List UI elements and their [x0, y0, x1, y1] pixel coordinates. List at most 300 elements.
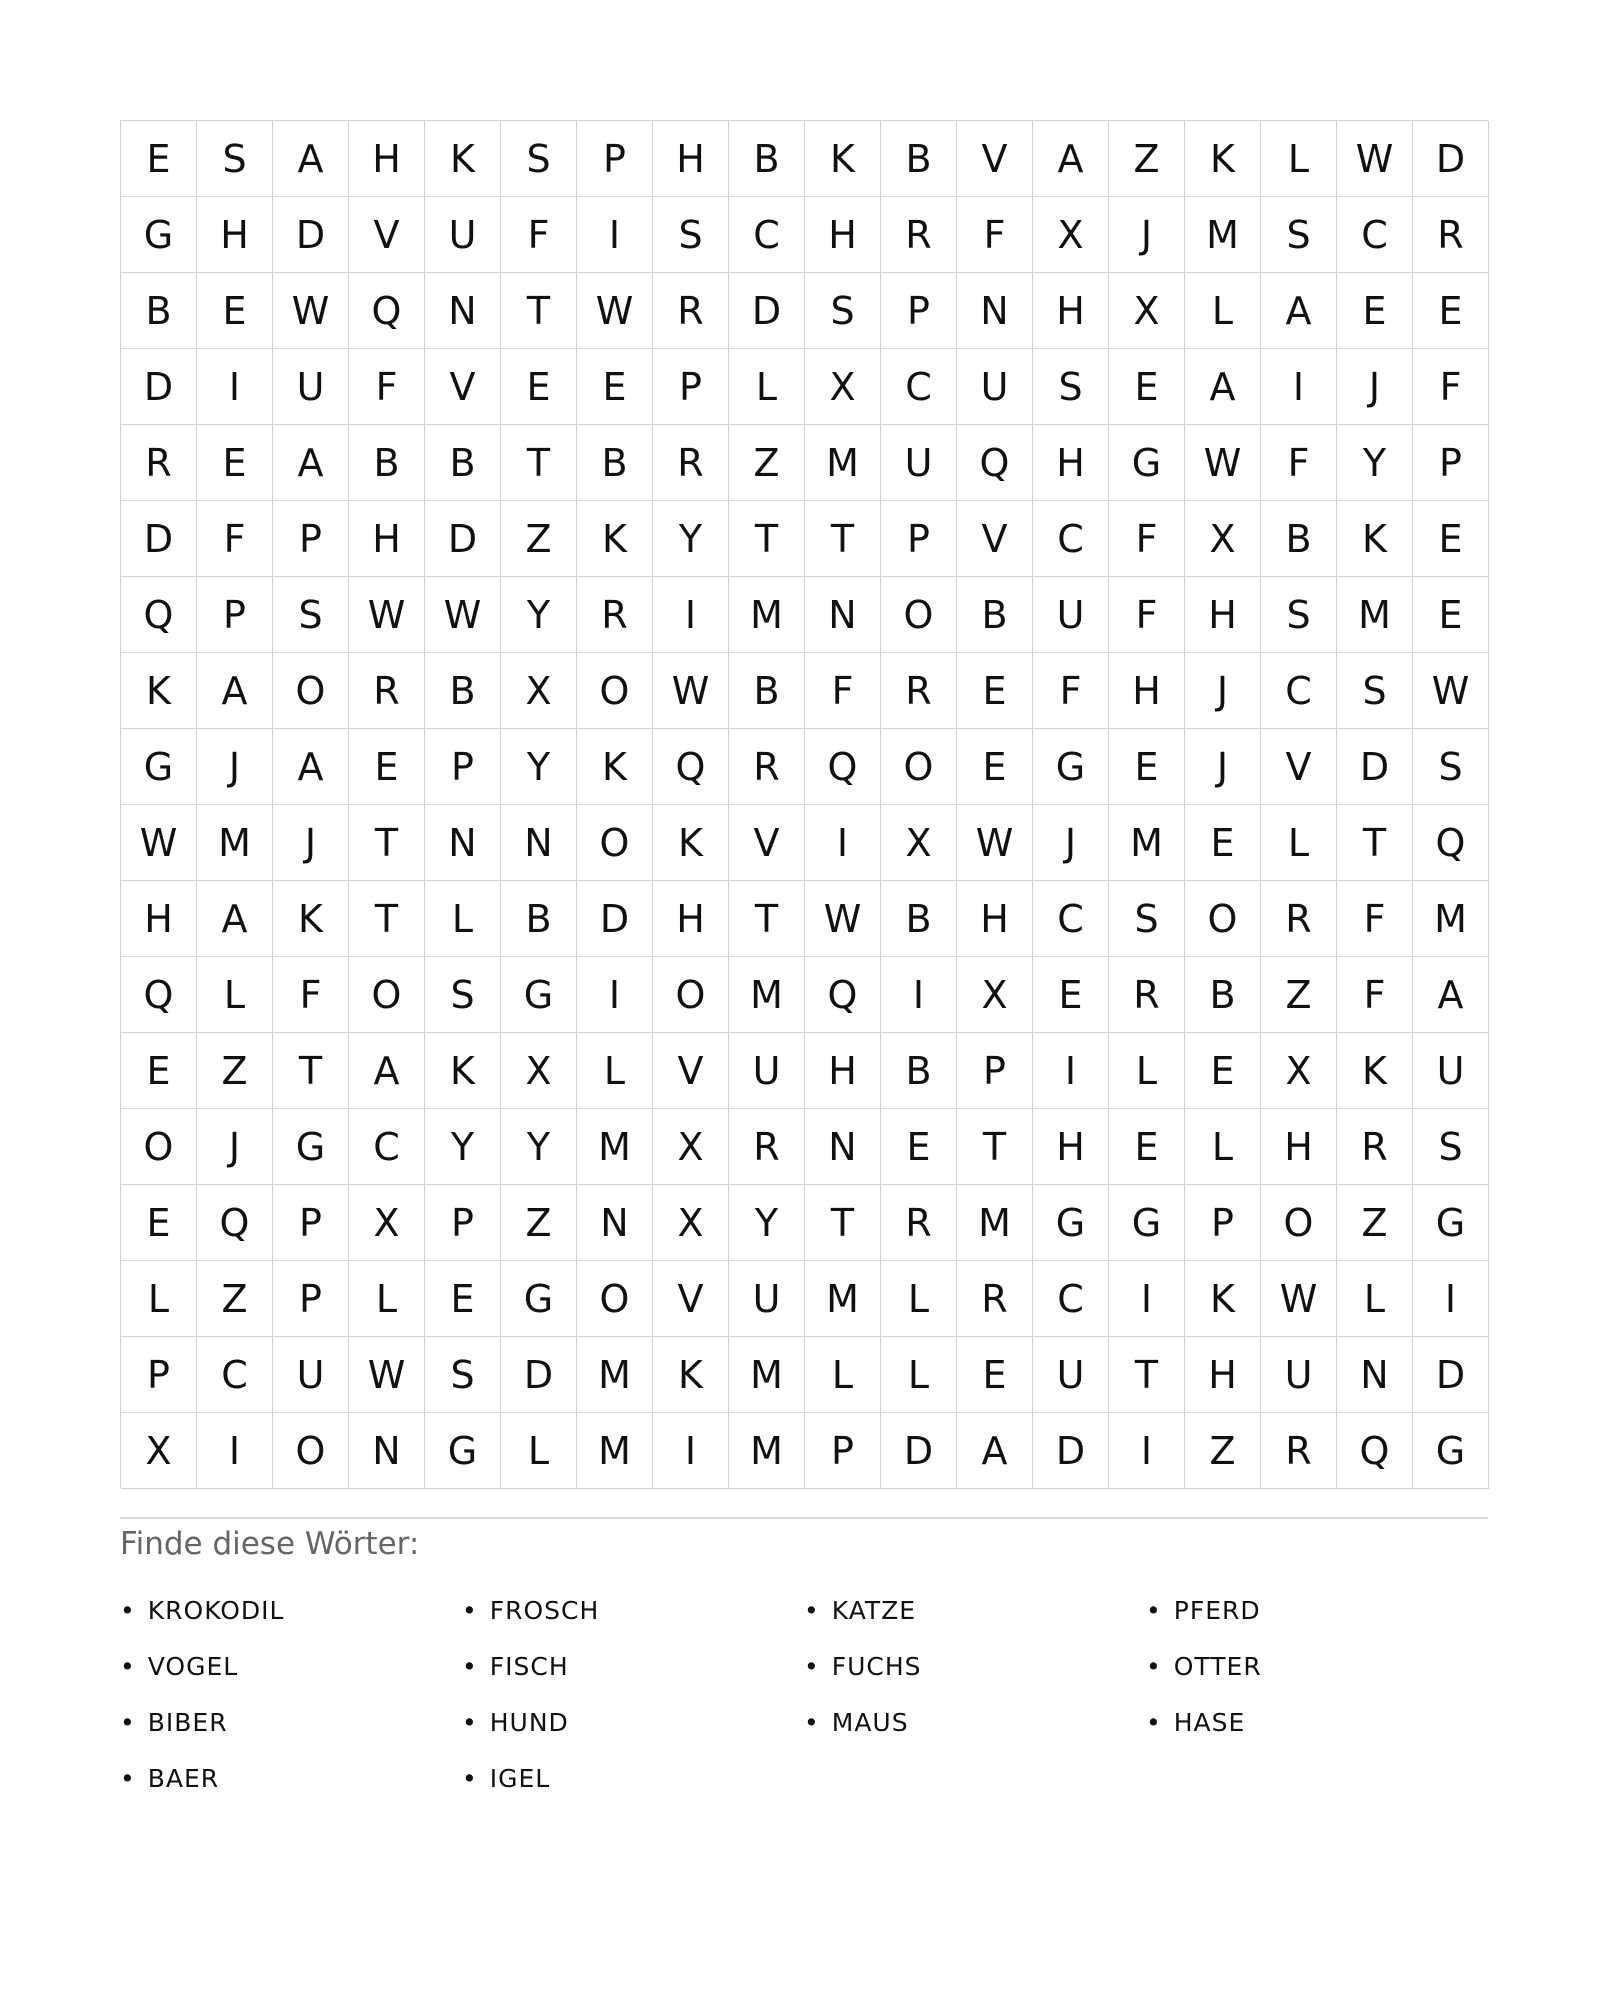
grid-cell[interactable]: W [1337, 121, 1413, 197]
grid-cell[interactable]: E [121, 1185, 197, 1261]
grid-cell[interactable]: A [349, 1033, 425, 1109]
grid-cell[interactable]: Z [1109, 121, 1185, 197]
grid-cell[interactable]: W [957, 805, 1033, 881]
grid-cell[interactable]: V [653, 1033, 729, 1109]
grid-cell[interactable]: R [729, 1109, 805, 1185]
grid-cell[interactable]: E [1109, 349, 1185, 425]
grid-cell[interactable]: O [121, 1109, 197, 1185]
grid-cell[interactable]: U [273, 349, 349, 425]
grid-cell[interactable]: Q [197, 1185, 273, 1261]
grid-cell[interactable]: M [1109, 805, 1185, 881]
grid-cell[interactable]: G [121, 197, 197, 273]
grid-cell[interactable]: F [273, 957, 349, 1033]
grid-cell[interactable]: B [121, 273, 197, 349]
grid-cell[interactable]: A [1033, 121, 1109, 197]
grid-cell[interactable]: X [501, 653, 577, 729]
grid-cell[interactable]: P [197, 577, 273, 653]
grid-cell[interactable]: Z [1185, 1413, 1261, 1489]
grid-cell[interactable]: G [1413, 1413, 1489, 1489]
grid-cell[interactable]: Q [653, 729, 729, 805]
grid-cell[interactable]: P [957, 1033, 1033, 1109]
grid-cell[interactable]: L [1337, 1261, 1413, 1337]
grid-cell[interactable]: T [273, 1033, 349, 1109]
grid-cell[interactable]: L [729, 349, 805, 425]
grid-cell[interactable]: C [729, 197, 805, 273]
grid-cell[interactable]: B [425, 425, 501, 501]
grid-cell[interactable]: H [653, 121, 729, 197]
grid-cell[interactable]: H [1185, 577, 1261, 653]
grid-cell[interactable]: L [1185, 1109, 1261, 1185]
grid-cell[interactable]: J [1337, 349, 1413, 425]
grid-cell[interactable]: W [349, 1337, 425, 1413]
grid-cell[interactable]: I [577, 197, 653, 273]
grid-cell[interactable]: G [273, 1109, 349, 1185]
grid-cell[interactable]: R [653, 425, 729, 501]
grid-cell[interactable]: N [349, 1413, 425, 1489]
grid-cell[interactable]: S [1413, 729, 1489, 805]
grid-cell[interactable]: J [1185, 653, 1261, 729]
grid-cell[interactable]: I [1109, 1413, 1185, 1489]
grid-cell[interactable]: U [425, 197, 501, 273]
grid-cell[interactable]: R [729, 729, 805, 805]
grid-cell[interactable]: M [1337, 577, 1413, 653]
grid-cell[interactable]: N [805, 1109, 881, 1185]
grid-cell[interactable]: T [349, 881, 425, 957]
grid-cell[interactable]: F [805, 653, 881, 729]
grid-cell[interactable]: X [653, 1185, 729, 1261]
grid-cell[interactable]: Z [729, 425, 805, 501]
grid-cell[interactable]: B [881, 881, 957, 957]
grid-cell[interactable]: M [729, 1413, 805, 1489]
grid-cell[interactable]: Q [957, 425, 1033, 501]
grid-cell[interactable]: V [653, 1261, 729, 1337]
grid-cell[interactable]: K [577, 729, 653, 805]
grid-cell[interactable]: P [577, 121, 653, 197]
grid-cell[interactable]: T [501, 273, 577, 349]
grid-cell[interactable]: X [653, 1109, 729, 1185]
grid-cell[interactable]: S [1033, 349, 1109, 425]
grid-cell[interactable]: H [1185, 1337, 1261, 1413]
grid-cell[interactable]: T [729, 501, 805, 577]
grid-cell[interactable]: U [1033, 1337, 1109, 1413]
grid-cell[interactable]: G [1109, 1185, 1185, 1261]
grid-cell[interactable]: W [1261, 1261, 1337, 1337]
grid-cell[interactable]: Y [501, 577, 577, 653]
grid-cell[interactable]: A [197, 653, 273, 729]
grid-cell[interactable]: F [957, 197, 1033, 273]
grid-cell[interactable]: R [121, 425, 197, 501]
grid-cell[interactable]: L [425, 881, 501, 957]
grid-cell[interactable]: Q [805, 729, 881, 805]
grid-cell[interactable]: C [349, 1109, 425, 1185]
grid-cell[interactable]: P [273, 501, 349, 577]
grid-cell[interactable]: Q [1337, 1413, 1413, 1489]
grid-cell[interactable]: B [957, 577, 1033, 653]
grid-cell[interactable]: P [273, 1261, 349, 1337]
grid-cell[interactable]: I [197, 349, 273, 425]
grid-cell[interactable]: H [349, 121, 425, 197]
grid-cell[interactable]: X [121, 1413, 197, 1489]
grid-cell[interactable]: D [881, 1413, 957, 1489]
grid-cell[interactable]: C [1033, 881, 1109, 957]
grid-cell[interactable]: P [121, 1337, 197, 1413]
grid-cell[interactable]: C [1261, 653, 1337, 729]
grid-cell[interactable]: M [577, 1413, 653, 1489]
grid-cell[interactable]: B [425, 653, 501, 729]
grid-cell[interactable]: K [805, 121, 881, 197]
grid-cell[interactable]: D [501, 1337, 577, 1413]
grid-cell[interactable]: G [1413, 1185, 1489, 1261]
grid-cell[interactable]: L [577, 1033, 653, 1109]
grid-cell[interactable]: B [1261, 501, 1337, 577]
grid-cell[interactable]: G [501, 957, 577, 1033]
grid-cell[interactable]: H [653, 881, 729, 957]
grid-cell[interactable]: T [1337, 805, 1413, 881]
grid-cell[interactable]: T [805, 1185, 881, 1261]
grid-cell[interactable]: Q [349, 273, 425, 349]
grid-cell[interactable]: L [1109, 1033, 1185, 1109]
grid-cell[interactable]: M [729, 577, 805, 653]
grid-cell[interactable]: C [1033, 1261, 1109, 1337]
grid-cell[interactable]: X [349, 1185, 425, 1261]
grid-cell[interactable]: I [577, 957, 653, 1033]
grid-cell[interactable]: F [1109, 501, 1185, 577]
grid-cell[interactable]: T [1109, 1337, 1185, 1413]
grid-cell[interactable]: K [121, 653, 197, 729]
grid-cell[interactable]: U [729, 1033, 805, 1109]
grid-cell[interactable]: E [197, 273, 273, 349]
grid-cell[interactable]: W [273, 273, 349, 349]
grid-cell[interactable]: D [121, 349, 197, 425]
grid-cell[interactable]: S [1261, 577, 1337, 653]
grid-cell[interactable]: P [881, 501, 957, 577]
grid-cell[interactable]: W [1413, 653, 1489, 729]
grid-cell[interactable]: F [197, 501, 273, 577]
grid-cell[interactable]: J [1109, 197, 1185, 273]
grid-cell[interactable]: E [881, 1109, 957, 1185]
grid-cell[interactable]: M [577, 1109, 653, 1185]
grid-cell[interactable]: R [881, 197, 957, 273]
grid-cell[interactable]: A [273, 425, 349, 501]
grid-cell[interactable]: S [805, 273, 881, 349]
grid-cell[interactable]: Y [729, 1185, 805, 1261]
grid-cell[interactable]: Z [197, 1261, 273, 1337]
grid-cell[interactable]: A [1261, 273, 1337, 349]
grid-cell[interactable]: K [1337, 1033, 1413, 1109]
grid-cell[interactable]: R [577, 577, 653, 653]
grid-cell[interactable]: R [957, 1261, 1033, 1337]
grid-cell[interactable]: H [1109, 653, 1185, 729]
grid-cell[interactable]: E [957, 1337, 1033, 1413]
grid-cell[interactable]: L [1185, 273, 1261, 349]
grid-cell[interactable]: X [501, 1033, 577, 1109]
grid-cell[interactable]: E [957, 653, 1033, 729]
grid-cell[interactable]: A [197, 881, 273, 957]
grid-cell[interactable]: E [1337, 273, 1413, 349]
grid-cell[interactable]: F [1033, 653, 1109, 729]
grid-cell[interactable]: E [121, 1033, 197, 1109]
grid-cell[interactable]: R [349, 653, 425, 729]
grid-cell[interactable]: C [1337, 197, 1413, 273]
grid-cell[interactable]: A [1413, 957, 1489, 1033]
grid-cell[interactable]: H [957, 881, 1033, 957]
grid-cell[interactable]: F [1337, 957, 1413, 1033]
grid-cell[interactable]: C [197, 1337, 273, 1413]
grid-cell[interactable]: J [273, 805, 349, 881]
grid-cell[interactable]: A [273, 121, 349, 197]
grid-cell[interactable]: F [1413, 349, 1489, 425]
grid-cell[interactable]: R [1413, 197, 1489, 273]
grid-cell[interactable]: X [957, 957, 1033, 1033]
grid-cell[interactable]: Q [1413, 805, 1489, 881]
grid-cell[interactable]: D [1413, 1337, 1489, 1413]
grid-cell[interactable]: V [729, 805, 805, 881]
grid-cell[interactable]: A [1185, 349, 1261, 425]
grid-cell[interactable]: I [1033, 1033, 1109, 1109]
grid-cell[interactable]: H [805, 197, 881, 273]
grid-cell[interactable]: Z [1337, 1185, 1413, 1261]
grid-cell[interactable]: W [653, 653, 729, 729]
grid-cell[interactable]: I [881, 957, 957, 1033]
grid-cell[interactable]: O [577, 653, 653, 729]
grid-cell[interactable]: G [121, 729, 197, 805]
grid-cell[interactable]: G [1033, 1185, 1109, 1261]
grid-cell[interactable]: I [653, 1413, 729, 1489]
grid-cell[interactable]: I [1413, 1261, 1489, 1337]
grid-cell[interactable]: T [501, 425, 577, 501]
grid-cell[interactable]: E [349, 729, 425, 805]
grid-cell[interactable]: M [957, 1185, 1033, 1261]
grid-cell[interactable]: R [1109, 957, 1185, 1033]
grid-cell[interactable]: I [653, 577, 729, 653]
grid-cell[interactable]: W [121, 805, 197, 881]
grid-cell[interactable]: L [349, 1261, 425, 1337]
grid-cell[interactable]: D [273, 197, 349, 273]
grid-cell[interactable]: H [1033, 425, 1109, 501]
grid-cell[interactable]: K [577, 501, 653, 577]
grid-cell[interactable]: I [1261, 349, 1337, 425]
grid-cell[interactable]: H [197, 197, 273, 273]
grid-cell[interactable]: R [881, 1185, 957, 1261]
grid-cell[interactable]: G [1109, 425, 1185, 501]
grid-cell[interactable]: N [501, 805, 577, 881]
grid-cell[interactable]: K [653, 805, 729, 881]
grid-cell[interactable]: Y [501, 1109, 577, 1185]
grid-cell[interactable]: V [957, 121, 1033, 197]
grid-cell[interactable]: F [349, 349, 425, 425]
grid-cell[interactable]: H [121, 881, 197, 957]
grid-cell[interactable]: U [729, 1261, 805, 1337]
grid-cell[interactable]: I [805, 805, 881, 881]
grid-cell[interactable]: Z [501, 501, 577, 577]
grid-cell[interactable]: J [197, 1109, 273, 1185]
grid-cell[interactable]: E [425, 1261, 501, 1337]
grid-cell[interactable]: H [1033, 1109, 1109, 1185]
grid-cell[interactable]: P [1185, 1185, 1261, 1261]
grid-cell[interactable]: Q [121, 577, 197, 653]
grid-cell[interactable]: B [501, 881, 577, 957]
grid-cell[interactable]: T [729, 881, 805, 957]
grid-cell[interactable]: E [121, 121, 197, 197]
grid-cell[interactable]: D [1413, 121, 1489, 197]
grid-cell[interactable]: J [1033, 805, 1109, 881]
grid-cell[interactable]: X [881, 805, 957, 881]
grid-cell[interactable]: S [501, 121, 577, 197]
grid-cell[interactable]: L [881, 1261, 957, 1337]
grid-cell[interactable]: M [577, 1337, 653, 1413]
grid-cell[interactable]: X [805, 349, 881, 425]
grid-cell[interactable]: V [425, 349, 501, 425]
grid-cell[interactable]: H [805, 1033, 881, 1109]
grid-cell[interactable]: D [121, 501, 197, 577]
grid-cell[interactable]: X [1185, 501, 1261, 577]
grid-cell[interactable]: O [273, 653, 349, 729]
grid-cell[interactable]: M [197, 805, 273, 881]
grid-cell[interactable]: L [1261, 121, 1337, 197]
grid-cell[interactable]: O [881, 577, 957, 653]
grid-cell[interactable]: X [1109, 273, 1185, 349]
grid-cell[interactable]: D [729, 273, 805, 349]
grid-cell[interactable]: M [729, 1337, 805, 1413]
grid-cell[interactable]: X [1033, 197, 1109, 273]
grid-cell[interactable]: T [957, 1109, 1033, 1185]
grid-cell[interactable]: S [1337, 653, 1413, 729]
grid-cell[interactable]: L [197, 957, 273, 1033]
grid-cell[interactable]: W [349, 577, 425, 653]
grid-cell[interactable]: E [1413, 501, 1489, 577]
grid-cell[interactable]: Q [805, 957, 881, 1033]
grid-cell[interactable]: G [501, 1261, 577, 1337]
grid-cell[interactable]: D [1033, 1413, 1109, 1489]
grid-cell[interactable]: L [881, 1337, 957, 1413]
grid-cell[interactable]: X [1261, 1033, 1337, 1109]
grid-cell[interactable]: S [273, 577, 349, 653]
grid-cell[interactable]: C [1033, 501, 1109, 577]
grid-cell[interactable]: E [501, 349, 577, 425]
grid-cell[interactable]: G [425, 1413, 501, 1489]
grid-cell[interactable]: A [273, 729, 349, 805]
grid-cell[interactable]: B [729, 121, 805, 197]
grid-cell[interactable]: O [653, 957, 729, 1033]
grid-cell[interactable]: L [501, 1413, 577, 1489]
grid-cell[interactable]: S [425, 1337, 501, 1413]
grid-cell[interactable]: N [425, 273, 501, 349]
grid-cell[interactable]: B [349, 425, 425, 501]
grid-cell[interactable]: M [1185, 197, 1261, 273]
grid-cell[interactable]: S [425, 957, 501, 1033]
grid-cell[interactable]: E [197, 425, 273, 501]
grid-cell[interactable]: H [1261, 1109, 1337, 1185]
grid-cell[interactable]: P [653, 349, 729, 425]
grid-cell[interactable]: R [1337, 1109, 1413, 1185]
grid-cell[interactable]: O [1261, 1185, 1337, 1261]
grid-cell[interactable]: U [881, 425, 957, 501]
grid-cell[interactable]: G [1033, 729, 1109, 805]
grid-cell[interactable]: H [349, 501, 425, 577]
grid-cell[interactable]: C [881, 349, 957, 425]
grid-cell[interactable]: D [577, 881, 653, 957]
grid-cell[interactable]: N [577, 1185, 653, 1261]
grid-cell[interactable]: N [805, 577, 881, 653]
grid-cell[interactable]: F [501, 197, 577, 273]
grid-cell[interactable]: K [425, 1033, 501, 1109]
grid-cell[interactable]: O [1185, 881, 1261, 957]
grid-cell[interactable]: S [653, 197, 729, 273]
grid-cell[interactable]: E [957, 729, 1033, 805]
grid-cell[interactable]: J [197, 729, 273, 805]
grid-cell[interactable]: W [1185, 425, 1261, 501]
grid-cell[interactable]: O [577, 1261, 653, 1337]
grid-cell[interactable]: D [425, 501, 501, 577]
grid-cell[interactable]: W [805, 881, 881, 957]
grid-cell[interactable]: E [1185, 1033, 1261, 1109]
grid-cell[interactable]: E [577, 349, 653, 425]
grid-cell[interactable]: U [957, 349, 1033, 425]
grid-cell[interactable]: P [881, 273, 957, 349]
grid-cell[interactable]: R [1261, 1413, 1337, 1489]
grid-cell[interactable]: S [1261, 197, 1337, 273]
grid-cell[interactable]: U [273, 1337, 349, 1413]
grid-cell[interactable]: P [1413, 425, 1489, 501]
grid-cell[interactable]: S [197, 121, 273, 197]
grid-cell[interactable]: N [957, 273, 1033, 349]
grid-cell[interactable]: N [1337, 1337, 1413, 1413]
grid-cell[interactable]: M [729, 957, 805, 1033]
grid-cell[interactable]: M [1413, 881, 1489, 957]
grid-cell[interactable]: K [653, 1337, 729, 1413]
grid-cell[interactable]: F [1109, 577, 1185, 653]
grid-cell[interactable]: P [273, 1185, 349, 1261]
grid-cell[interactable]: L [1261, 805, 1337, 881]
grid-cell[interactable]: Q [121, 957, 197, 1033]
grid-cell[interactable]: U [1033, 577, 1109, 653]
grid-cell[interactable]: Y [1337, 425, 1413, 501]
grid-cell[interactable]: E [1109, 1109, 1185, 1185]
grid-cell[interactable]: Z [197, 1033, 273, 1109]
grid-cell[interactable]: M [805, 1261, 881, 1337]
grid-cell[interactable]: T [805, 501, 881, 577]
grid-cell[interactable]: R [653, 273, 729, 349]
grid-cell[interactable]: T [349, 805, 425, 881]
grid-cell[interactable]: Y [653, 501, 729, 577]
grid-cell[interactable]: O [881, 729, 957, 805]
grid-cell[interactable]: Z [501, 1185, 577, 1261]
grid-cell[interactable]: W [577, 273, 653, 349]
grid-cell[interactable]: P [805, 1413, 881, 1489]
grid-cell[interactable]: P [425, 729, 501, 805]
grid-cell[interactable]: Y [425, 1109, 501, 1185]
grid-cell[interactable]: A [957, 1413, 1033, 1489]
grid-cell[interactable]: K [1185, 1261, 1261, 1337]
grid-cell[interactable]: R [1261, 881, 1337, 957]
grid-cell[interactable]: V [957, 501, 1033, 577]
grid-cell[interactable]: E [1185, 805, 1261, 881]
grid-cell[interactable]: M [805, 425, 881, 501]
grid-cell[interactable]: K [1337, 501, 1413, 577]
grid-cell[interactable]: K [273, 881, 349, 957]
grid-cell[interactable]: P [425, 1185, 501, 1261]
grid-cell[interactable]: L [121, 1261, 197, 1337]
grid-cell[interactable]: O [577, 805, 653, 881]
grid-cell[interactable]: Y [501, 729, 577, 805]
grid-cell[interactable]: U [1261, 1337, 1337, 1413]
grid-cell[interactable]: K [425, 121, 501, 197]
grid-cell[interactable]: B [1185, 957, 1261, 1033]
grid-cell[interactable]: L [805, 1337, 881, 1413]
grid-cell[interactable]: I [197, 1413, 273, 1489]
grid-cell[interactable]: I [1109, 1261, 1185, 1337]
grid-cell[interactable]: S [1109, 881, 1185, 957]
